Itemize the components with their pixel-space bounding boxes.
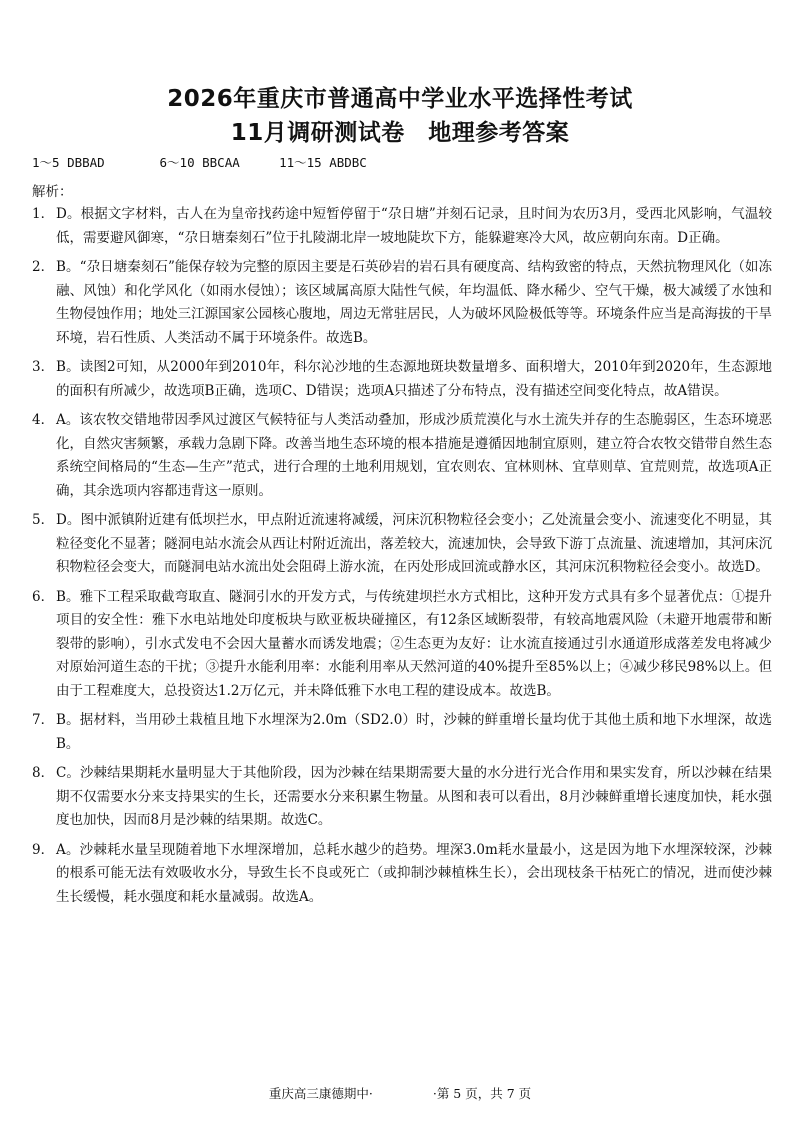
answer-key	[32, 153, 367, 171]
page-subtitle: 11月调研测试卷 地理参考答案	[230, 120, 570, 146]
item-text: B。“尕日塘秦刻石”能保存较为完整的原因主要是石英砂岩的岩石具有硬度高、结构致密的特点，天然抗物理风化（如冻融、风蚀）和化学风化（如雨水侵蚀）；该区域属高原大陆性气候，年均温低、降水稀少、空气干燥，极大减缓了水蚀和生物侵蚀作用；地处三江源国家公园核心腹地，周边无常驻居民，人为破坏风险极低等等。环境条件应当是高海拔的干旱环境，岩石性质、人类活动不属于环境条件。故选B。	[56, 259, 772, 346]
item-number: 6．	[32, 588, 55, 605]
analysis-item	[32, 709, 772, 756]
item-number: 7．	[32, 712, 55, 728]
analysis-item	[32, 509, 772, 580]
analysis-item	[32, 256, 772, 350]
item-text: B。据材料，当用砂土栽植且地下水埋深为2.0m（SD2.0）时，沙棘的鲜重增长量均优于其他土质和地下水埋深，故选B。	[56, 712, 772, 752]
analysis-label: 解析：	[32, 184, 73, 200]
analysis-list	[32, 203, 772, 915]
analysis-item	[32, 203, 772, 250]
page-number: ·第 5 页，共 7 页	[432, 1086, 532, 1101]
item-text: D。根据文字材料，古人在为皇帝找药途中短暂停留于“尕日塘”并刻石记录，且时间为农历3月，受西北风影响，气温较低，需要避风御寒，“尕日塘秦刻石”位于扎陵湖北岸一坡地陡坎下方，能躲避寒冷大风，故应朝向东南。D正确。	[56, 206, 772, 246]
page-title: 2026年重庆市普通高中学业水平选择性考试	[167, 86, 633, 112]
answer-group-3: 11～15 ABDBC	[279, 155, 367, 170]
answer-group-2: 6～10 BBCAA	[159, 155, 240, 170]
item-text: A。该农牧交错地带因季风过渡区气候特征与人类活动叠加，形成沙质荒漠化与水土流失并存的生态脆弱区，生态环境恶化，自然灾害频繁，承载力急剧下降。改善当地生态环境的根本措施是遵循因地制宜原则，建立符合农牧交错带自然生态系统空间格局的“生态—生产”范式，进行合理的土地利用规划，宜农则农、宜林则林、宜草则草、宜荒则荒，故选项A正确，其余选项内容都违背这一原则。	[56, 412, 772, 499]
item-number: 3．	[32, 359, 55, 375]
item-number: 5．	[32, 512, 55, 528]
analysis-item	[32, 762, 772, 833]
item-text: B。雅下工程采取截弯取直、隧洞引水的开发方式，与传统建坝拦水方式相比，这种开发方式具有多个显著优点：①提升项目的安全性：雅下水电站地处印度板块与欧亚板块碰撞区，有12条区域断裂带，有较高地震风险（未避开地震带和断裂带的影响），引水式发电不会因大量蓄水而诱发地震；②生态更为友好：让水流直接通过引水通道形成落差发电将减少对原始河道生态的干扰；③提升水能利用率：水能利用率从天然河道的40%提升至85%以上；④减少移民98%以上。但由于工程难度大，总投资达1.2万亿元，并未降低雅下水电工程的建设成本。故选B。	[56, 588, 772, 699]
item-number: 1．	[32, 206, 55, 222]
item-number: 9．	[32, 841, 55, 858]
analysis-item	[32, 409, 772, 503]
analysis-item	[32, 356, 772, 403]
analysis-item	[32, 839, 772, 910]
page-footer	[0, 1084, 800, 1102]
footer-source: 重庆高三康德期中·	[268, 1086, 373, 1101]
item-text: B。读图2可知，从2000年到2010年，科尔沁沙地的生态源地斑块数量增多、面积增大，2010年到2020年，生态源地的面积有所减少，故选项B正确，选项C、D错误；选项A只描述了分布特点，没有描述空间变化特点，故A错误。	[56, 359, 772, 399]
item-number: 8．	[32, 765, 55, 781]
item-text: A。沙棘耗水量呈现随着地下水埋深增加，总耗水越少的趋势。埋深3.0m耗水量最小，这是因为地下水埋深较深，沙棘的根系可能无法有效吸收水分，导致生长不良或死亡（或抑制沙棘植株生长），会出现枝条干枯死亡的情况，进而使沙棘生长缓慢，耗水强度和耗水量减弱。故选A。	[56, 841, 772, 905]
item-number: 2．	[32, 259, 55, 275]
item-text: C。沙棘结果期耗水量明显大于其他阶段，因为沙棘在结果期需要大量的水分进行光合作用和果实发育，所以沙棘在结果期不仅需要水分来支持果实的生长，还需要水分来积累生物量。从图和表可以看出，8月沙棘鲜重增长速度加快，耗水强度也加快，因而8月是沙棘的结果期。故选C。	[56, 765, 772, 828]
answer-group-1: 1～5 DBBAD	[32, 155, 105, 170]
analysis-item	[32, 586, 772, 704]
item-text: D。图中派镇附近建有低坝拦水，甲点附近流速将减缓，河床沉积物粒径会变小；乙处流量会变小、流速变化不明显，其粒径变化不显著；隧洞电站水流会从西让村附近流出，落差较大，流速加快，会导致下游丁点流量、流速增加，其河床沉积物粒径会变大，而隧洞电站水流出处会阻碍上游水流，在丙处形成回流或静水区，其河床沉积物粒径会变小。故选D。	[56, 512, 772, 575]
item-number: 4．	[32, 412, 55, 428]
